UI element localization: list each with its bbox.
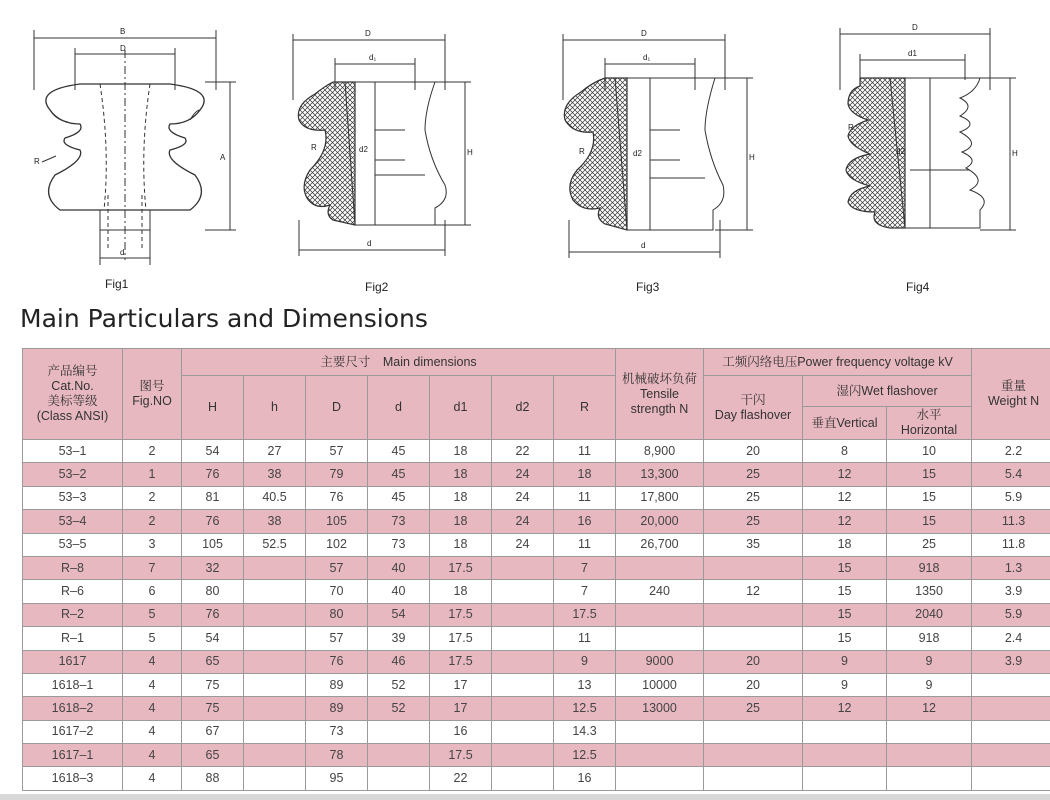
svg-text:H: H xyxy=(1012,149,1018,158)
cell-dry xyxy=(704,744,803,767)
cell-d: 45 xyxy=(368,440,430,463)
cell-R: 7 xyxy=(554,580,616,603)
cell-h: 40.5 xyxy=(244,486,306,509)
cell-weight: 5.4 xyxy=(972,463,1050,486)
table-row xyxy=(23,440,1050,463)
table-body xyxy=(23,440,1050,791)
cell-cat: 53–3 xyxy=(23,486,123,509)
cell-D: 73 xyxy=(306,720,368,743)
cell-h xyxy=(244,650,306,673)
cell-cat: 1618–1 xyxy=(23,673,123,696)
cell-fig: 5 xyxy=(123,603,182,626)
header-cat-no: 产品编号 Cat.No. 美标等级 (Class ANSI) xyxy=(23,349,123,440)
cell-D: 70 xyxy=(306,580,368,603)
cell-d xyxy=(368,720,430,743)
cell-h xyxy=(244,720,306,743)
cell-vertical: 12 xyxy=(803,510,887,533)
cell-fig: 4 xyxy=(123,697,182,720)
cell-cat: 1618–2 xyxy=(23,697,123,720)
table-row xyxy=(23,720,1050,743)
cell-h: 38 xyxy=(244,463,306,486)
cell-dry xyxy=(704,603,803,626)
cell-D: 57 xyxy=(306,440,368,463)
cell-h xyxy=(244,767,306,790)
cell-d2: 24 xyxy=(492,486,554,509)
cell-cat: R–1 xyxy=(23,627,123,650)
cell-d: 40 xyxy=(368,580,430,603)
cell-cat: 53–5 xyxy=(23,533,123,556)
cell-R: 11 xyxy=(554,533,616,556)
cell-vertical: 15 xyxy=(803,603,887,626)
table-row xyxy=(23,697,1050,720)
cell-vertical: 9 xyxy=(803,650,887,673)
fig3-drawing xyxy=(555,20,765,270)
cell-D: 76 xyxy=(306,486,368,509)
cell-fig: 4 xyxy=(123,720,182,743)
cell-D: 89 xyxy=(306,673,368,696)
cell-H: 105 xyxy=(182,533,244,556)
cell-weight: 3.9 xyxy=(972,650,1050,673)
fig4-drawing xyxy=(830,20,1030,270)
cell-h: 52.5 xyxy=(244,533,306,556)
cell-tensile xyxy=(616,556,704,579)
header-D: D xyxy=(306,376,368,440)
svg-text:d₁: d₁ xyxy=(643,53,651,62)
cell-H: 75 xyxy=(182,697,244,720)
fig1-drawing xyxy=(20,20,240,270)
header-main-dimensions: 主要尺寸 Main dimensions xyxy=(182,349,616,376)
table-row xyxy=(23,556,1050,579)
cell-R: 9 xyxy=(554,650,616,673)
cell-d1: 17.5 xyxy=(430,744,492,767)
header-tensile: 机械破坏负荷 Tensile strength N xyxy=(616,349,704,440)
cell-d: 73 xyxy=(368,510,430,533)
table-row xyxy=(23,627,1050,650)
insulator-fig2-icon xyxy=(285,20,485,270)
svg-text:d: d xyxy=(641,241,646,250)
cell-weight: 2.4 xyxy=(972,627,1050,650)
cell-dry: 20 xyxy=(704,440,803,463)
svg-text:H: H xyxy=(749,153,755,162)
cell-D: 105 xyxy=(306,510,368,533)
cell-d: 45 xyxy=(368,463,430,486)
cell-tensile xyxy=(616,720,704,743)
cell-h xyxy=(244,556,306,579)
cell-h xyxy=(244,744,306,767)
fig2-caption: Fig2 xyxy=(365,280,389,294)
fig4-caption: Fig4 xyxy=(906,280,930,294)
cell-vertical xyxy=(803,744,887,767)
table-header xyxy=(23,349,1050,440)
insulator-fig1-icon xyxy=(20,20,240,270)
header-wet-flashover: 湿闪Wet flashover xyxy=(803,376,972,407)
cell-R: 18 xyxy=(554,463,616,486)
cell-d1: 18 xyxy=(430,510,492,533)
cell-dry: 35 xyxy=(704,533,803,556)
cell-vertical: 15 xyxy=(803,580,887,603)
cell-fig: 4 xyxy=(123,650,182,673)
cell-h: 38 xyxy=(244,510,306,533)
cell-d: 39 xyxy=(368,627,430,650)
cell-h xyxy=(244,697,306,720)
cell-H: 32 xyxy=(182,556,244,579)
cell-horizontal xyxy=(887,767,972,790)
cell-vertical: 12 xyxy=(803,486,887,509)
svg-text:D: D xyxy=(120,44,126,53)
cell-D: 102 xyxy=(306,533,368,556)
cell-tensile: 20,000 xyxy=(616,510,704,533)
cell-d2 xyxy=(492,580,554,603)
table-row xyxy=(23,533,1050,556)
cell-d1: 16 xyxy=(430,720,492,743)
cell-h: 27 xyxy=(244,440,306,463)
header-dry-flashover: 干闪 Day flashover xyxy=(704,376,803,440)
cell-H: 76 xyxy=(182,510,244,533)
cell-D: 57 xyxy=(306,627,368,650)
cell-dry xyxy=(704,556,803,579)
cell-d2: 24 xyxy=(492,510,554,533)
header-fig-no: 图号 Fig.NO xyxy=(123,349,182,440)
cell-D: 79 xyxy=(306,463,368,486)
cell-weight xyxy=(972,767,1050,790)
cell-horizontal: 9 xyxy=(887,673,972,696)
cell-d1: 18 xyxy=(430,486,492,509)
cell-weight: 5.9 xyxy=(972,486,1050,509)
cell-tensile: 17,800 xyxy=(616,486,704,509)
cell-d2 xyxy=(492,720,554,743)
svg-text:D: D xyxy=(641,29,647,38)
cell-d1: 18 xyxy=(430,533,492,556)
cell-fig: 5 xyxy=(123,627,182,650)
cell-cat: 1617–2 xyxy=(23,720,123,743)
cell-R: 17.5 xyxy=(554,603,616,626)
section-title: Main Particulars and Dimensions xyxy=(20,304,428,333)
table-row xyxy=(23,673,1050,696)
cell-fig: 2 xyxy=(123,440,182,463)
table-row xyxy=(23,580,1050,603)
cell-d xyxy=(368,767,430,790)
cell-vertical: 12 xyxy=(803,697,887,720)
cell-horizontal: 1350 xyxy=(887,580,972,603)
cell-d1: 17 xyxy=(430,697,492,720)
fig3-caption: Fig3 xyxy=(636,280,660,294)
cell-horizontal: 10 xyxy=(887,440,972,463)
cell-horizontal: 15 xyxy=(887,486,972,509)
cell-d: 46 xyxy=(368,650,430,673)
cell-R: 11 xyxy=(554,627,616,650)
cell-tensile xyxy=(616,627,704,650)
cell-d1: 18 xyxy=(430,580,492,603)
cell-d1: 22 xyxy=(430,767,492,790)
table-row xyxy=(23,650,1050,673)
cell-weight xyxy=(972,697,1050,720)
cell-d: 52 xyxy=(368,673,430,696)
cell-horizontal: 9 xyxy=(887,650,972,673)
cell-H: 65 xyxy=(182,744,244,767)
cell-cat: 53–1 xyxy=(23,440,123,463)
cell-d xyxy=(368,744,430,767)
cell-fig: 3 xyxy=(123,533,182,556)
cell-dry: 25 xyxy=(704,463,803,486)
header-vertical: 垂直Vertical xyxy=(803,407,887,440)
cell-tensile: 26,700 xyxy=(616,533,704,556)
table-row xyxy=(23,603,1050,626)
cell-D: 78 xyxy=(306,744,368,767)
svg-text:R: R xyxy=(34,157,40,166)
header-weight: 重量 Weight N xyxy=(972,349,1050,440)
cell-cat: R–6 xyxy=(23,580,123,603)
cell-R: 12.5 xyxy=(554,744,616,767)
svg-text:d: d xyxy=(367,239,372,248)
cell-fig: 4 xyxy=(123,744,182,767)
cell-vertical: 15 xyxy=(803,627,887,650)
cell-tensile: 8,900 xyxy=(616,440,704,463)
cell-horizontal: 15 xyxy=(887,510,972,533)
svg-text:d₁: d₁ xyxy=(369,53,377,62)
cell-weight: 3.9 xyxy=(972,580,1050,603)
cell-D: 57 xyxy=(306,556,368,579)
cell-tensile: 13,300 xyxy=(616,463,704,486)
cell-h xyxy=(244,603,306,626)
cell-dry xyxy=(704,720,803,743)
cell-vertical xyxy=(803,767,887,790)
cell-H: 65 xyxy=(182,650,244,673)
svg-text:H: H xyxy=(467,148,473,157)
cell-cat: 53–2 xyxy=(23,463,123,486)
svg-text:d2: d2 xyxy=(359,145,368,154)
table-row xyxy=(23,744,1050,767)
cell-cat: R–2 xyxy=(23,603,123,626)
cell-D: 95 xyxy=(306,767,368,790)
cell-vertical: 9 xyxy=(803,673,887,696)
cell-H: 54 xyxy=(182,627,244,650)
cell-tensile xyxy=(616,744,704,767)
cell-tensile xyxy=(616,603,704,626)
cell-tensile: 240 xyxy=(616,580,704,603)
header-h: h xyxy=(244,376,306,440)
cell-d: 40 xyxy=(368,556,430,579)
cell-H: 88 xyxy=(182,767,244,790)
svg-text:d2: d2 xyxy=(633,149,642,158)
header-power-frequency: 工频闪络电压Power frequency voltage kV xyxy=(704,349,972,376)
cell-R: 7 xyxy=(554,556,616,579)
cell-d1: 17.5 xyxy=(430,650,492,673)
cell-d2: 24 xyxy=(492,533,554,556)
fig1-caption: Fig1 xyxy=(105,277,129,291)
cell-H: 76 xyxy=(182,603,244,626)
cell-d1: 17.5 xyxy=(430,556,492,579)
cell-h xyxy=(244,673,306,696)
cell-d2 xyxy=(492,767,554,790)
cell-fig: 2 xyxy=(123,486,182,509)
cell-fig: 1 xyxy=(123,463,182,486)
table-row xyxy=(23,463,1050,486)
table-row xyxy=(23,510,1050,533)
fig2-drawing xyxy=(285,20,485,270)
cell-d2 xyxy=(492,603,554,626)
cell-R: 12.5 xyxy=(554,697,616,720)
cell-fig: 4 xyxy=(123,673,182,696)
cell-d1: 17.5 xyxy=(430,603,492,626)
cell-weight: 1.3 xyxy=(972,556,1050,579)
cell-horizontal: 25 xyxy=(887,533,972,556)
cell-H: 81 xyxy=(182,486,244,509)
cell-d: 54 xyxy=(368,603,430,626)
cell-H: 54 xyxy=(182,440,244,463)
svg-text:D: D xyxy=(365,29,371,38)
cell-weight: 2.2 xyxy=(972,440,1050,463)
cell-d2 xyxy=(492,627,554,650)
cell-weight xyxy=(972,744,1050,767)
cell-h xyxy=(244,627,306,650)
cell-vertical: 12 xyxy=(803,463,887,486)
svg-text:D: D xyxy=(912,23,918,32)
cell-D: 89 xyxy=(306,697,368,720)
table-row xyxy=(23,486,1050,509)
cell-d2 xyxy=(492,673,554,696)
cell-fig: 7 xyxy=(123,556,182,579)
header-d: d xyxy=(368,376,430,440)
cell-d1: 17 xyxy=(430,673,492,696)
cell-H: 80 xyxy=(182,580,244,603)
cell-horizontal xyxy=(887,720,972,743)
cell-cat: 1617 xyxy=(23,650,123,673)
cell-weight: 5.9 xyxy=(972,603,1050,626)
header-d2: d2 xyxy=(492,376,554,440)
cell-cat: 53–4 xyxy=(23,510,123,533)
cell-cat: 1617–1 xyxy=(23,744,123,767)
cell-H: 67 xyxy=(182,720,244,743)
cell-vertical: 15 xyxy=(803,556,887,579)
cell-dry: 20 xyxy=(704,650,803,673)
cell-horizontal xyxy=(887,744,972,767)
cell-tensile xyxy=(616,767,704,790)
cell-R: 16 xyxy=(554,510,616,533)
cell-horizontal: 15 xyxy=(887,463,972,486)
cell-tensile: 10000 xyxy=(616,673,704,696)
svg-text:A: A xyxy=(220,153,226,162)
cell-cat: R–8 xyxy=(23,556,123,579)
cell-d1: 17.5 xyxy=(430,627,492,650)
cell-fig: 6 xyxy=(123,580,182,603)
svg-text:R: R xyxy=(579,147,585,156)
cell-d1: 18 xyxy=(430,440,492,463)
cell-fig: 4 xyxy=(123,767,182,790)
cell-D: 80 xyxy=(306,603,368,626)
cell-d2 xyxy=(492,650,554,673)
cell-d2 xyxy=(492,744,554,767)
cell-D: 76 xyxy=(306,650,368,673)
svg-text:R: R xyxy=(848,123,854,132)
cell-weight xyxy=(972,720,1050,743)
header-horizontal: 水平 Horizontal xyxy=(887,407,972,440)
cell-R: 14.3 xyxy=(554,720,616,743)
cell-d: 73 xyxy=(368,533,430,556)
cell-horizontal: 12 xyxy=(887,697,972,720)
cell-dry xyxy=(704,767,803,790)
cell-d1: 18 xyxy=(430,463,492,486)
cell-horizontal: 918 xyxy=(887,556,972,579)
svg-text:R: R xyxy=(311,143,317,152)
cell-horizontal: 2040 xyxy=(887,603,972,626)
cell-R: 11 xyxy=(554,440,616,463)
cell-d2 xyxy=(492,556,554,579)
cell-weight: 11.8 xyxy=(972,533,1050,556)
cell-H: 76 xyxy=(182,463,244,486)
cell-R: 13 xyxy=(554,673,616,696)
cell-dry: 12 xyxy=(704,580,803,603)
cell-R: 11 xyxy=(554,486,616,509)
header-d1: d1 xyxy=(430,376,492,440)
cell-dry: 25 xyxy=(704,486,803,509)
svg-text:d: d xyxy=(120,248,125,257)
cell-dry xyxy=(704,627,803,650)
cell-tensile: 9000 xyxy=(616,650,704,673)
cell-tensile: 13000 xyxy=(616,697,704,720)
cell-d2: 22 xyxy=(492,440,554,463)
header-H: H xyxy=(182,376,244,440)
cell-d2 xyxy=(492,697,554,720)
table-row xyxy=(23,767,1050,790)
cell-weight: 11.3 xyxy=(972,510,1050,533)
svg-text:d2: d2 xyxy=(896,147,905,156)
cell-H: 75 xyxy=(182,673,244,696)
cell-fig: 2 xyxy=(123,510,182,533)
cell-vertical: 18 xyxy=(803,533,887,556)
cell-d2: 24 xyxy=(492,463,554,486)
cell-d: 45 xyxy=(368,486,430,509)
figures-strip xyxy=(0,0,1050,300)
insulator-fig3-icon xyxy=(555,20,765,270)
svg-text:B: B xyxy=(120,27,126,36)
cell-vertical: 8 xyxy=(803,440,887,463)
cell-horizontal: 918 xyxy=(887,627,972,650)
dimensions-table xyxy=(22,348,1050,791)
insulator-fig4-icon xyxy=(830,20,1030,270)
cell-dry: 25 xyxy=(704,510,803,533)
cell-weight xyxy=(972,673,1050,696)
cell-dry: 25 xyxy=(704,697,803,720)
cell-vertical xyxy=(803,720,887,743)
bottom-scroll-strip xyxy=(0,794,1050,800)
cell-dry: 20 xyxy=(704,673,803,696)
header-R: R xyxy=(554,376,616,440)
cell-d: 52 xyxy=(368,697,430,720)
svg-text:d1: d1 xyxy=(908,49,917,58)
cell-h xyxy=(244,580,306,603)
cell-R: 16 xyxy=(554,767,616,790)
cell-cat: 1618–3 xyxy=(23,767,123,790)
